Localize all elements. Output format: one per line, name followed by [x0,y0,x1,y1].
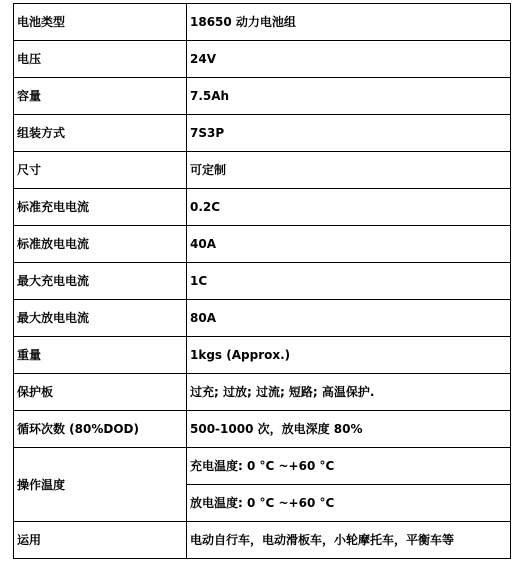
spec-value: 7S3P [187,115,511,152]
table-row [14,4,511,41]
spec-value: 40A [187,226,511,263]
spec-label: 操作温度 [14,448,187,522]
spec-label: 电池类型 [14,4,187,41]
spec-value: 充电温度: 0 °C ~+60 °C [187,448,511,485]
table-row [14,189,511,226]
spec-value: 1C [187,263,511,300]
spec-label: 保护板 [14,374,187,411]
table-row [14,78,511,115]
spec-label: 最大充电电流 [14,263,187,300]
battery-spec-table [13,3,511,559]
spec-value: 电动自行车，电动滑板车，小轮摩托车，平衡车等 [187,522,511,559]
table-row [14,41,511,78]
table-row [14,411,511,448]
table-row [14,522,511,559]
spec-value: 7.5Ah [187,78,511,115]
spec-value: 1kgs (Approx.) [187,337,511,374]
spec-label: 电压 [14,41,187,78]
spec-label: 组装方式 [14,115,187,152]
spec-label: 重量 [14,337,187,374]
spec-value: 24V [187,41,511,78]
spec-value: 过充; 过放; 过流; 短路; 高温保护. [187,374,511,411]
table-row [14,152,511,189]
spec-value: 0.2C [187,189,511,226]
table-row [14,115,511,152]
spec-value: 500-1000 次，放电深度 80% [187,411,511,448]
table-row [14,448,511,485]
spec-label: 标准放电电流 [14,226,187,263]
table-row [14,337,511,374]
spec-label: 运用 [14,522,187,559]
spec-value: 80A [187,300,511,337]
table-row [14,226,511,263]
spec-label: 容量 [14,78,187,115]
spec-value: 放电温度: 0 °C ~+60 °C [187,485,511,522]
spec-value: 18650 动力电池组 [187,4,511,41]
table-row [14,300,511,337]
table-row [14,263,511,300]
spec-label: 最大放电电流 [14,300,187,337]
spec-label: 标准充电电流 [14,189,187,226]
spec-label: 循环次数 (80%DOD) [14,411,187,448]
spec-label: 尺寸 [14,152,187,189]
spec-value: 可定制 [187,152,511,189]
table-row [14,374,511,411]
